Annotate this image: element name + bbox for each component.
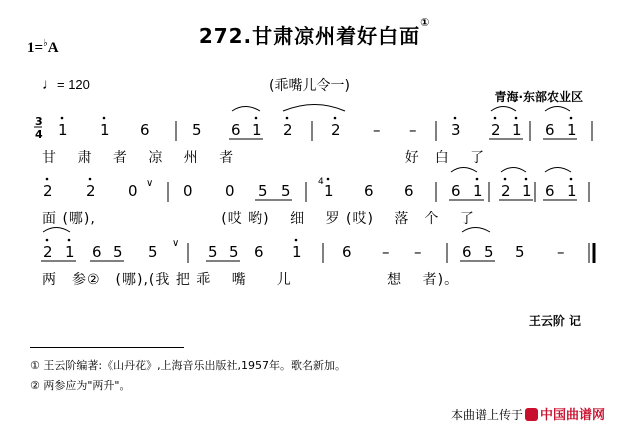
- note: 6: [364, 182, 374, 200]
- recorder-credit: 王云阶 记: [528, 314, 581, 328]
- note: 1: [292, 243, 302, 261]
- note: –: [409, 121, 417, 139]
- key-label: 1=: [27, 40, 44, 56]
- grace-note: 4: [318, 177, 324, 187]
- note: 5: [281, 182, 291, 200]
- note: 6: [545, 182, 555, 200]
- breath-mark: ∨: [146, 178, 154, 189]
- watermark-prefix: 本曲谱上传于: [450, 408, 523, 422]
- note: 0: [225, 182, 235, 200]
- note: 1: [324, 182, 334, 200]
- time-sig-top: 3: [35, 115, 43, 128]
- watermark-brand: 中国曲谱网: [539, 408, 605, 423]
- flat-sign: ♭: [43, 38, 48, 49]
- note: 2: [86, 182, 96, 200]
- note: –: [382, 243, 390, 261]
- note: 5: [208, 243, 218, 261]
- site-logo-icon: [525, 408, 538, 421]
- lyrics-row-1: 甘 肃 者 凉 州 者 好 白 了: [42, 150, 486, 166]
- lyrics-row-3: 两 参② (哪),(我 把 乖 嘴 儿 想 者)。: [42, 272, 460, 288]
- note: 2: [43, 182, 53, 200]
- note: 1: [473, 182, 483, 200]
- note: 1: [65, 243, 75, 261]
- footnote-divider: [30, 347, 184, 348]
- song-title-text: 272.甘肃凉州着好白面: [198, 24, 421, 48]
- note: 2: [43, 243, 53, 261]
- note: 5: [113, 243, 123, 261]
- lyrics-row-2: 面 (哪), (哎 哟) 细 罗 (哎) 落 个 了: [42, 211, 475, 227]
- note: 5: [484, 243, 494, 261]
- note: –: [414, 243, 422, 261]
- note: 1: [512, 121, 522, 139]
- breath-mark: ∨: [172, 238, 180, 249]
- note: 2: [283, 121, 293, 139]
- note: 5: [258, 182, 268, 200]
- song-subtitle: (乖嘴儿令一): [269, 78, 350, 94]
- note: 5: [515, 243, 525, 261]
- note: 1: [567, 121, 577, 139]
- region-label: 青海·东部农业区: [494, 90, 583, 104]
- footnote-1: ① 王云阶编著:《山丹花》,上海音乐出版社,1957年。歌名新加。: [30, 359, 347, 372]
- score-row-1: [58, 105, 592, 142]
- note: –: [557, 243, 565, 261]
- time-signature: [34, 115, 43, 141]
- note: 1: [100, 121, 110, 139]
- note: 6: [545, 121, 555, 139]
- note: –: [373, 121, 381, 139]
- note: 6: [342, 243, 352, 261]
- note: 2: [331, 121, 341, 139]
- score-row-2: [43, 168, 589, 203]
- note: 6: [231, 121, 241, 139]
- tempo-value: = 120: [57, 77, 90, 92]
- note: 6: [254, 243, 264, 261]
- note: 0: [183, 182, 193, 200]
- watermark: [451, 404, 605, 423]
- note: 5: [192, 121, 202, 139]
- footnote-2: ② 两参应为"两升"。: [30, 379, 131, 392]
- title-footnote-ref: ①: [420, 16, 431, 29]
- note: 6: [451, 182, 461, 200]
- note: 5: [229, 243, 239, 261]
- score-row-3: [41, 228, 594, 264]
- note: 1: [58, 121, 68, 139]
- note: 1: [522, 182, 532, 200]
- note: 0: [128, 182, 138, 200]
- time-sig-bottom: 4: [35, 128, 43, 141]
- note: 2: [491, 121, 501, 139]
- key-letter: A: [47, 40, 59, 56]
- note: 5: [148, 243, 158, 261]
- note: 2: [501, 182, 511, 200]
- note: 6: [462, 243, 472, 261]
- note: 6: [140, 121, 150, 139]
- note: 1: [567, 182, 577, 200]
- note: 6: [404, 182, 414, 200]
- note: 6: [92, 243, 102, 261]
- note: 1: [252, 121, 262, 139]
- note: 3: [451, 121, 461, 139]
- quarter-note-icon: ♩: [42, 76, 57, 93]
